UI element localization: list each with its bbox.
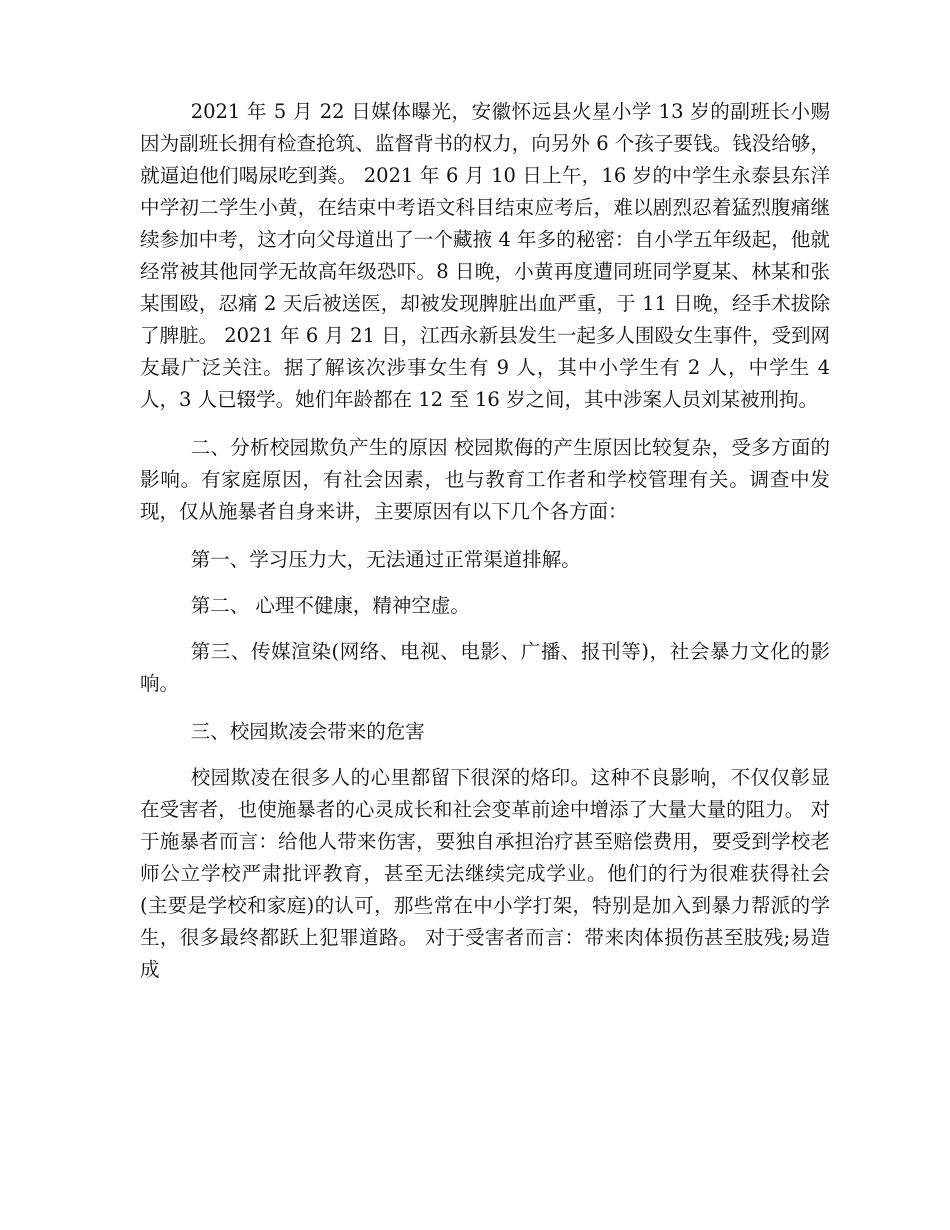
paragraph-cause-2: 第二、 心理不健康，精神空虚。 [190,594,470,617]
document-body [140,96,830,1002]
paragraph-causes-intro: 二、分析校园欺负产生的原因 校园欺侮的产生原因比较复杂，受多方面的影响。有家庭原因，有社会因素，也与教育工作者和学校管理有关。调查中发现，仅从施暴者自身来讲，主要原因有以下几个各方面： [140,436,830,523]
paragraph-cause-3: 第三、传媒渲染(网络、电视、电影、广播、报刊等)，社会暴力文化的影响。 [140,640,830,695]
paragraph-harms: 校园欺凌在很多人的心里都留下很深的烙印。这种不良影响，不仅仅彰显在受害者，也使施暴者的心灵成长和社会变革前途中增添了大量大量的阻力。 对于施暴者而言：给他人带来伤害，要独自承担治疗甚至赔偿费用，要受到学校老师公立学校严肃批评教育，甚至无法继续完成学业。他们的行为很难获得社会(主要是学校和家庭)的认可，那些常在中小学打架，特别是加入到暴力帮派的学生，很多最终都跃上犯罪道路。 对于受害者而言：带来肉体损伤甚至肢残;易造成 [140,766,830,981]
section-heading-harms: 三、校园欺凌会带来的危害 [190,720,425,743]
paragraph-incidents: 2021 年 5 月 22 日媒体曝光，安徽怀远县火星小学 13 岁的副班长小赐因为副班长拥有检查抢筑、监督背书的权力，向另外 6 个孩子要钱。钱没给够，就逼迫他们喝尿吃到粪。 2021 年 6 月 10 日上午，16 岁的中学生永泰县东洋中学初二学生小黄，在结束中考语文科目结束应考后，难以剧烈忍着猛烈腹痛继续参加中考，这才向父母道出了一个藏掖 4 年多的秘密：自小学五年级起，他就经常被其他同学无故高年级恐吓。8 日晚，小黄再度遭同班同学夏某、林某和张某围殴，忍痛 2 天后被送医，却被发现脾脏出血严重，于 11 日晚，经手术拔除了脾脏。 2021 年 6 月 21 日，江西永新县发生一起多人围殴女生事件，受到网友最广泛关注。据了解该次涉事女生有 9 人，其中小学生有 2 人，中学生 4 人，3 人已辍学。她们年龄都在 12 至 16 岁之间，其中涉案人员刘某被刑拘。 [140,100,830,411]
paragraph-cause-1: 第一、学习压力大，无法通过正常渠道排解。 [190,548,581,571]
